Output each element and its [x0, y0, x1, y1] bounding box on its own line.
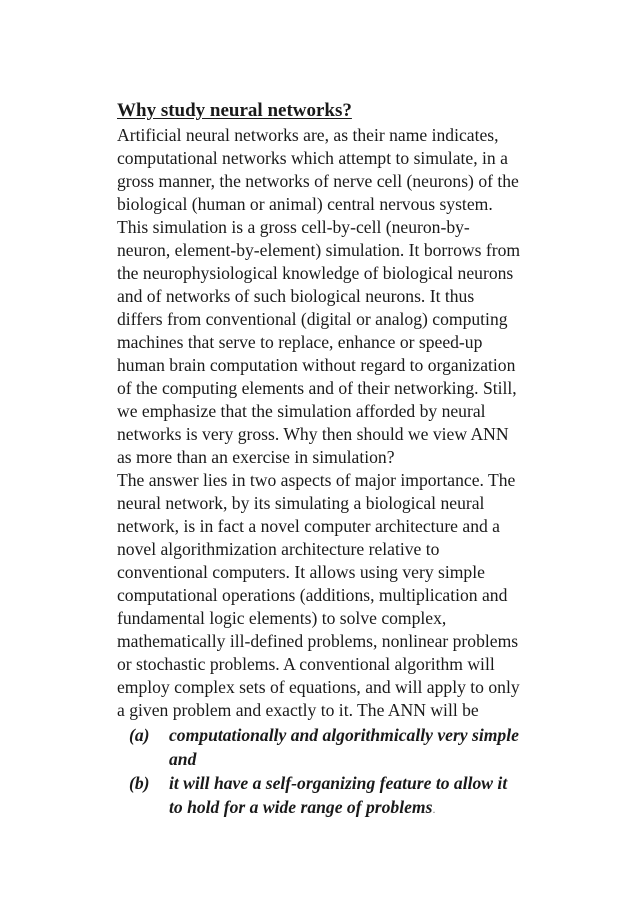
feature-list [117, 723, 587, 819]
text-line: mathematically ill-defined problems, nonlinear problems [117, 631, 519, 651]
text-line: or stochastic problems. A conventional algorithm will [117, 654, 495, 674]
list-item-text [169, 795, 587, 819]
text-line: and of networks of such biological neurons. It thus [117, 286, 475, 306]
text-line: the neurophysiological knowledge of biological neurons [117, 263, 514, 283]
text-line: human brain computation without regard to organization [117, 355, 516, 375]
text-line: computational operations (additions, multiplication and [117, 585, 508, 605]
section-heading: Why study neural networks? [117, 100, 352, 121]
list-item-text: and [169, 749, 197, 769]
trailing-period: . [432, 802, 436, 816]
text-line: a given problem and exactly to it. The ANN will be [117, 700, 479, 720]
text-line: as more than an exercise in simulation? [117, 447, 395, 467]
text-line: The answer lies in two aspects of major importance. The [117, 470, 516, 490]
text-line: machines that serve to replace, enhance or speed-up [117, 332, 483, 352]
text-line: neural network, by its simulating a biological neural [117, 493, 485, 513]
list-marker: (a) [129, 725, 150, 745]
text-line: Artificial neural networks are, as their name indicates, [117, 125, 499, 145]
text-line: biological (human or animal) central nervous system. [117, 194, 493, 214]
list-item [117, 723, 587, 771]
list-item [117, 771, 587, 819]
body-paragraph [117, 124, 587, 722]
text-line: gross manner, the networks of nerve cell (neurons) of the [117, 171, 519, 191]
text-line: networks is very gross. Why then should we view ANN [117, 424, 509, 444]
text-line: conventional computers. It allows using very simple [117, 562, 485, 582]
text-line: network, is in fact a novel computer architecture and a [117, 516, 500, 536]
text-line: of the computing elements and of their networking. Still, [117, 378, 517, 398]
list-item-text: it will have a self-organizing feature to allow it [169, 773, 508, 793]
text-line: novel algorithmization architecture relative to [117, 539, 440, 559]
text-line: differs from conventional (digital or analog) computing [117, 309, 508, 329]
text-line: This simulation is a gross cell-by-cell (neuron-by- [117, 217, 470, 237]
list-marker: (b) [129, 773, 150, 793]
text-line: neuron, element-by-element) simulation. It borrows from [117, 240, 521, 260]
text-line: employ complex sets of equations, and will apply to only [117, 677, 520, 697]
list-item-text: computationally and algorithmically very simple [169, 725, 519, 745]
text-line: computational networks which attempt to simulate, in a [117, 148, 508, 168]
text-line: fundamental logic elements) to solve complex, [117, 608, 447, 628]
list-item-text-span: to hold for a wide range of problems [169, 797, 433, 817]
text-line: we emphasize that the simulation afforded by neural [117, 401, 486, 421]
